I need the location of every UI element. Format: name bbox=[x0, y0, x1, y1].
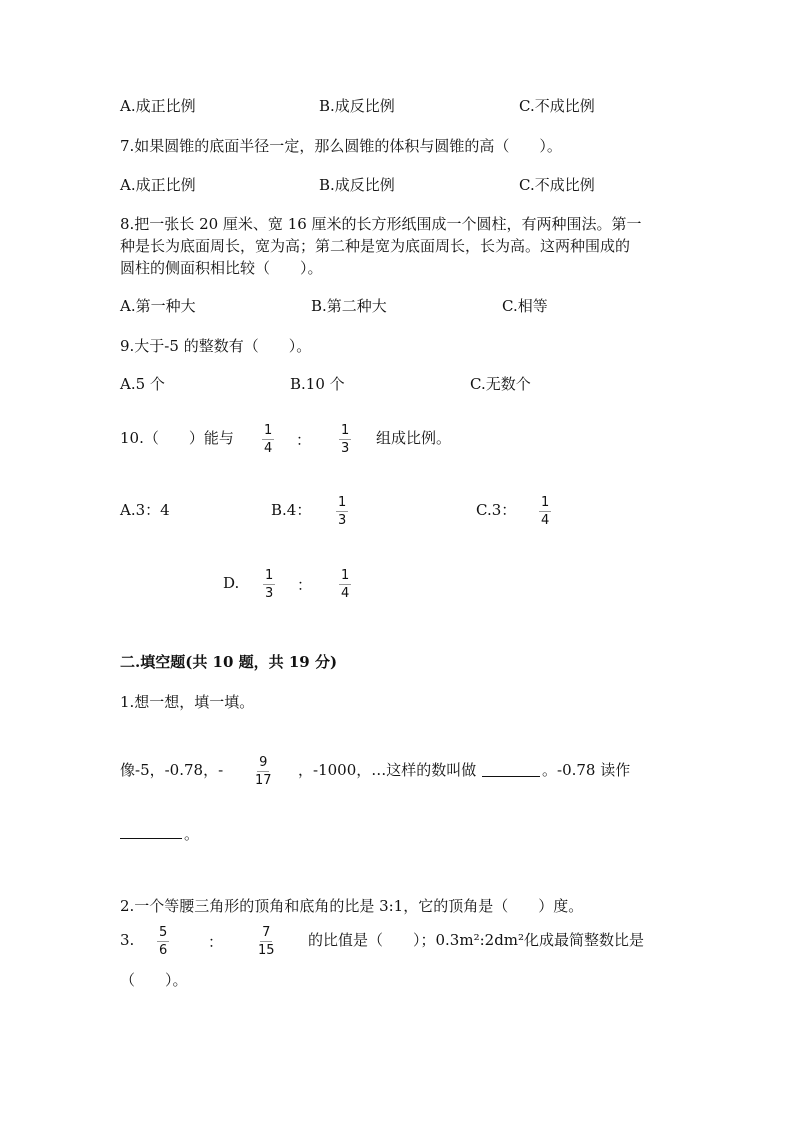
q9-option-a: A.5 个 bbox=[120, 375, 165, 393]
fill-1-blank-2-line bbox=[120, 824, 182, 839]
q10-option-d-fraction-1-numerator: 1 bbox=[265, 568, 274, 583]
q10-option-d-fraction-2-numerator: 1 bbox=[341, 568, 350, 583]
fill-1-after-blank: 。-0.78 读作 bbox=[542, 761, 631, 779]
q10-option-c-prefix: C.3： bbox=[476, 501, 517, 519]
fill-1-blank-2[interactable] bbox=[120, 824, 182, 844]
fill-1-prefix: 像-5，-0.78，- bbox=[120, 761, 224, 779]
fill-1-fraction bbox=[255, 755, 272, 788]
q10-option-c-numerator: 1 bbox=[541, 495, 550, 510]
q10-option-d-fraction-1 bbox=[263, 568, 275, 601]
q7-option-a: A.成正比例 bbox=[120, 176, 196, 194]
q8-stem-line3: 圆柱的侧面积相比较（ ）。 bbox=[120, 259, 323, 277]
q10-option-d-fraction-2-denominator: 4 bbox=[341, 586, 350, 601]
fill-1-stem: 1.想一想，填一填。 bbox=[120, 693, 255, 711]
fill-1-fraction-numerator: 9 bbox=[259, 755, 268, 770]
q10-stem-suffix: 组成比例。 bbox=[376, 429, 452, 447]
fill-3-number: 3. bbox=[120, 931, 135, 949]
q10-fraction-1-denominator: 4 bbox=[264, 441, 273, 456]
fill-3-line2: （ ）。 bbox=[120, 971, 188, 989]
q6-option-b: B.成反比例 bbox=[319, 97, 395, 115]
fill-3-fraction-2 bbox=[258, 925, 275, 958]
q10-option-b-denominator: 3 bbox=[338, 513, 347, 528]
q6-option-c: C.不成比例 bbox=[519, 97, 595, 115]
q10-option-a: A.3：4 bbox=[120, 501, 170, 519]
fill-3-fraction-1-numerator: 5 bbox=[159, 925, 168, 940]
q7-stem: 7.如果圆锥的底面半径一定，那么圆锥的体积与圆锥的高（ ）。 bbox=[120, 137, 562, 155]
q10-fraction-2-numerator: 1 bbox=[341, 423, 350, 438]
q10-option-b-numerator: 1 bbox=[338, 495, 347, 510]
q10-fraction-2-denominator: 3 bbox=[341, 441, 350, 456]
fill-3-fraction-1 bbox=[157, 925, 169, 958]
q10-fraction-1 bbox=[262, 423, 274, 456]
fill-3-fraction-2-denominator: 15 bbox=[258, 943, 275, 958]
q10-option-b-prefix: B.4： bbox=[271, 501, 312, 519]
fill-3-fraction-1-denominator: 6 bbox=[159, 943, 168, 958]
q8-option-a: A.第一种大 bbox=[120, 297, 196, 315]
fill-2-stem: 2.一个等腰三角形的顶角和底角的比是 3:1，它的顶角是（ ）度。 bbox=[120, 897, 584, 915]
q10-fraction-1-numerator: 1 bbox=[264, 423, 273, 438]
q10-option-d-fraction-1-denominator: 3 bbox=[265, 586, 274, 601]
fill-1-fraction-denominator: 17 bbox=[255, 773, 272, 788]
fill-3-colon: ： bbox=[208, 933, 224, 951]
fill-3-text: 的比值是（ ）；0.3m²:2dm²化成最简整数比是 bbox=[308, 931, 645, 949]
q9-option-c: C.无数个 bbox=[470, 375, 531, 393]
q10-stem-prefix: 10.（ ）能与 bbox=[120, 429, 234, 447]
fill-1-blank-1-line bbox=[482, 762, 540, 777]
q8-option-c: C.相等 bbox=[502, 297, 548, 315]
q7-option-b: B.成反比例 bbox=[319, 176, 395, 194]
fill-3-fraction-2-numerator: 7 bbox=[262, 925, 271, 940]
fill-1-blank-1[interactable] bbox=[482, 762, 540, 782]
q7-option-c: C.不成比例 bbox=[519, 176, 595, 194]
q9-option-b: B.10 个 bbox=[290, 375, 345, 393]
q10-option-d-fraction-2 bbox=[339, 568, 351, 601]
q8-option-b: B.第二种大 bbox=[311, 297, 387, 315]
q10-option-b-fraction bbox=[336, 495, 348, 528]
q9-stem: 9.大于-5 的整数有（ ）。 bbox=[120, 337, 312, 355]
section-2-title: 二.填空题(共 10 题，共 19 分) bbox=[120, 653, 338, 671]
q10-fraction-2 bbox=[339, 423, 351, 456]
q8-stem-line2: 种是长为底面周长，宽为高；第二种是宽为底面周长，长为高。这两种围成的 bbox=[120, 237, 631, 255]
q10-option-c-denominator: 4 bbox=[541, 513, 550, 528]
q6-option-a: A.成正比例 bbox=[120, 97, 196, 115]
q8-stem-line1: 8.把一张长 20 厘米、宽 16 厘米的长方形纸围成一个圆柱，有两种围法。第一 bbox=[120, 215, 642, 233]
q10-colon: ： bbox=[296, 431, 312, 449]
fill-1-middle: ，-1000，…这样的数叫做 bbox=[298, 761, 477, 779]
q10-option-d-colon: ： bbox=[297, 576, 313, 594]
q10-option-d-prefix: D. bbox=[223, 574, 240, 592]
fill-1-end: 。 bbox=[184, 825, 200, 843]
q10-option-c-fraction bbox=[539, 495, 551, 528]
